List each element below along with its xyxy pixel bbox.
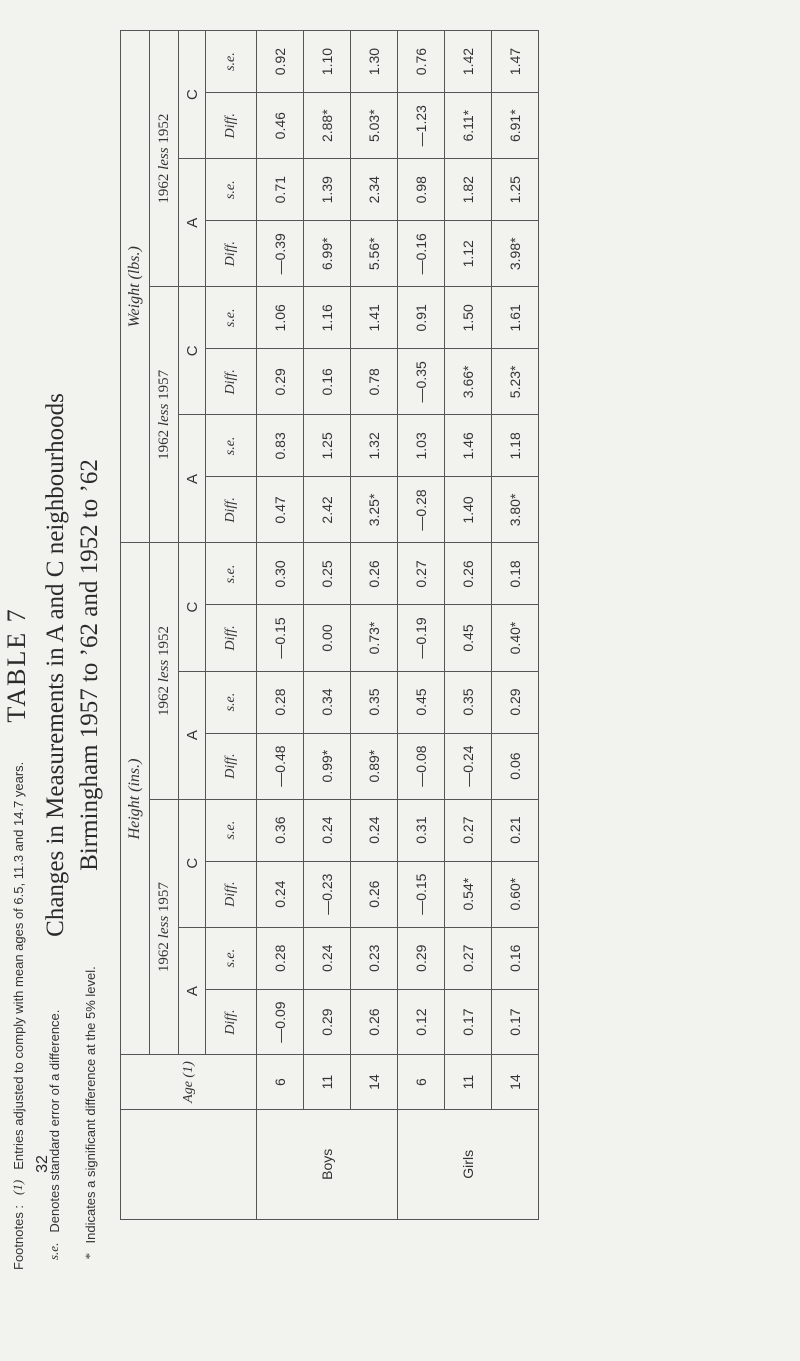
table-row	[304, 31, 351, 1220]
diff-value: 0.06	[492, 733, 539, 799]
diff-value: 2.42	[304, 477, 351, 543]
age-value: 14	[492, 1055, 539, 1109]
se-value: 0.16	[492, 927, 539, 989]
table-body	[257, 31, 539, 1220]
neighbourhood-header: A	[179, 159, 206, 287]
se-value: 0.98	[398, 159, 445, 221]
table-title-line-2: Birmingham 1957 to ’62 and 1952 to ’62	[76, 459, 103, 871]
se-value: 0.30	[257, 543, 304, 605]
period-less: less	[155, 915, 172, 939]
diff-value: 3.98*	[492, 221, 539, 287]
diff-header: Diff.	[206, 221, 257, 287]
age-value: 6	[398, 1055, 445, 1109]
se-value: 1.10	[304, 31, 351, 93]
neighbourhood-header: A	[179, 415, 206, 543]
se-value: 0.36	[257, 799, 304, 861]
diff-value: 1.12	[445, 221, 492, 287]
se-value: 0.76	[398, 31, 445, 93]
se-value: 0.25	[304, 543, 351, 605]
se-value: 0.28	[257, 671, 304, 733]
diff-value: 6.11*	[445, 93, 492, 159]
footnote-symbol: (1)	[10, 1179, 25, 1195]
diff-value: —1.23	[398, 93, 445, 159]
diff-value: 0.78	[351, 349, 398, 415]
diff-header: Diff.	[206, 989, 257, 1055]
diff-header: Diff.	[206, 349, 257, 415]
diff-value: —0.35	[398, 349, 445, 415]
period-base: 1952	[155, 626, 172, 657]
group-label: Girls	[398, 1109, 539, 1219]
se-value: 0.92	[257, 31, 304, 93]
se-value: 0.26	[445, 543, 492, 605]
footnote-text: Indicates a significant difference at the 5% level.	[82, 966, 98, 1244]
se-value: 1.50	[445, 287, 492, 349]
se-value: 1.03	[398, 415, 445, 477]
diff-value: 0.99*	[304, 733, 351, 799]
se-value: 1.47	[492, 31, 539, 93]
diff-value: 0.54*	[445, 861, 492, 927]
period-base: 1957	[155, 369, 172, 400]
table-title-line-1: Changes in Measurements in A and C neighbourhoods	[42, 393, 69, 937]
diff-value: 0.73*	[351, 605, 398, 671]
period-less: less	[155, 147, 172, 170]
footnote-symbol: s.e.	[46, 1242, 61, 1260]
se-value: 1.30	[351, 31, 398, 93]
se-value: 1.06	[257, 287, 304, 349]
period-base: 1952	[155, 113, 172, 144]
footnote-row	[72, 966, 108, 1270]
diff-value: 1.40	[445, 477, 492, 543]
se-value: 0.35	[445, 671, 492, 733]
diff-value: 5.56*	[351, 221, 398, 287]
diff-value: 0.46	[257, 93, 304, 159]
se-header: s.e.	[206, 927, 257, 989]
diff-value: —0.24	[445, 733, 492, 799]
period-year: 1962	[155, 173, 172, 204]
neighbourhood-header: C	[179, 543, 206, 671]
se-value: 0.31	[398, 799, 445, 861]
period-header	[150, 31, 179, 287]
diff-value: —0.28	[398, 477, 445, 543]
age-header: Age (1)	[121, 1055, 257, 1109]
diff-value: 0.60*	[492, 861, 539, 927]
footnote-text: Denotes standard error of a difference.	[46, 1009, 62, 1233]
neighbourhood-header-row	[179, 31, 206, 1220]
diff-value: —0.15	[398, 861, 445, 927]
period-less: less	[155, 403, 172, 427]
period-header	[150, 799, 179, 1055]
diff-value: —0.15	[257, 605, 304, 671]
se-value: 1.41	[351, 287, 398, 349]
diff-value: —0.19	[398, 605, 445, 671]
se-value: 0.24	[304, 927, 351, 989]
se-header: s.e.	[206, 159, 257, 221]
se-value: 1.46	[445, 415, 492, 477]
se-header: s.e.	[206, 799, 257, 861]
period-less: less	[155, 659, 172, 683]
group-label: Boys	[257, 1109, 398, 1219]
diff-value: 0.89*	[351, 733, 398, 799]
se-value: 1.39	[304, 159, 351, 221]
diff-value: 3.25*	[351, 477, 398, 543]
se-value: 1.16	[304, 287, 351, 349]
diff-value: 0.17	[445, 989, 492, 1055]
period-header	[150, 287, 179, 543]
period-year: 1962	[155, 429, 172, 460]
diff-value: 0.24	[257, 861, 304, 927]
footnote-symbol: *	[82, 1253, 97, 1260]
se-header: s.e.	[206, 671, 257, 733]
diff-value: 6.91*	[492, 93, 539, 159]
se-value: 1.82	[445, 159, 492, 221]
se-header: s.e.	[206, 415, 257, 477]
diff-value: 0.29	[257, 349, 304, 415]
weight-group-header: Weight (lbs.)	[121, 31, 150, 543]
diff-value: 0.17	[492, 989, 539, 1055]
diff-value: 6.99*	[304, 221, 351, 287]
se-value: 1.18	[492, 415, 539, 477]
diff-value: 3.66*	[445, 349, 492, 415]
period-base: 1957	[155, 882, 172, 913]
table-row	[445, 31, 492, 1220]
diff-value: 0.16	[304, 349, 351, 415]
se-value: 0.29	[398, 927, 445, 989]
neighbourhood-header: C	[179, 799, 206, 927]
diff-value: 0.45	[445, 605, 492, 671]
period-header	[150, 543, 179, 799]
diff-value: —0.16	[398, 221, 445, 287]
se-value: 0.18	[492, 543, 539, 605]
se-value: 0.27	[398, 543, 445, 605]
diff-value: 0.47	[257, 477, 304, 543]
se-value: 0.29	[492, 671, 539, 733]
height-group-header: Height (ins.)	[121, 543, 150, 1055]
table-row	[257, 31, 304, 1220]
neighbourhood-header: A	[179, 671, 206, 799]
period-header-row	[150, 31, 179, 1220]
table-row	[492, 31, 539, 1220]
footnote-text: Entries adjusted to comply with mean ages of 6.5, 11.3 and 14.7 years.	[10, 761, 26, 1170]
se-value: 1.32	[351, 415, 398, 477]
column-header-row	[206, 31, 257, 1220]
se-value: 0.27	[445, 927, 492, 989]
se-header: s.e.	[206, 543, 257, 605]
se-value: 0.71	[257, 159, 304, 221]
diff-value: 5.03*	[351, 93, 398, 159]
diff-header: Diff.	[206, 861, 257, 927]
diff-value: —0.39	[257, 221, 304, 287]
age-value: 11	[304, 1055, 351, 1109]
diff-value: 0.26	[351, 989, 398, 1055]
page-number: 32	[34, 1155, 51, 1173]
measurements-table	[120, 30, 539, 1220]
se-value: 0.45	[398, 671, 445, 733]
diff-value: 2.88*	[304, 93, 351, 159]
table-row	[351, 31, 398, 1220]
diff-value: 0.00	[304, 605, 351, 671]
se-header: s.e.	[206, 287, 257, 349]
age-value: 6	[257, 1055, 304, 1109]
diff-value: 0.12	[398, 989, 445, 1055]
diff-value: —0.23	[304, 861, 351, 927]
se-value: 1.61	[492, 287, 539, 349]
se-value: 0.83	[257, 415, 304, 477]
se-value: 0.91	[398, 287, 445, 349]
se-value: 0.21	[492, 799, 539, 861]
period-year: 1962	[155, 942, 172, 973]
se-value: 0.28	[257, 927, 304, 989]
se-value: 1.42	[445, 31, 492, 93]
table-row	[398, 31, 445, 1220]
neighbourhood-header: A	[179, 927, 206, 1055]
diff-value: —0.09	[257, 989, 304, 1055]
diff-header: Diff.	[206, 93, 257, 159]
diff-value: —0.08	[398, 733, 445, 799]
neighbourhood-header: C	[179, 287, 206, 415]
footnote-row	[0, 761, 36, 1270]
diff-value: 0.40*	[492, 605, 539, 671]
diff-header: Diff.	[206, 477, 257, 543]
footnote-row	[36, 1009, 72, 1270]
diff-value: 5.23*	[492, 349, 539, 415]
se-value: 0.34	[304, 671, 351, 733]
diff-header: Diff.	[206, 733, 257, 799]
se-header: s.e.	[206, 31, 257, 93]
diff-value: 3.80*	[492, 477, 539, 543]
footnote-lead: Footnotes :	[10, 1204, 26, 1270]
se-value: 1.25	[492, 159, 539, 221]
neighbourhood-header: C	[179, 31, 206, 159]
age-value: 14	[351, 1055, 398, 1109]
period-year: 1962	[155, 686, 172, 717]
se-value: 0.23	[351, 927, 398, 989]
se-value: 0.27	[445, 799, 492, 861]
se-value: 1.25	[304, 415, 351, 477]
se-value: 0.24	[351, 799, 398, 861]
diff-value: —0.48	[257, 733, 304, 799]
se-value: 2.34	[351, 159, 398, 221]
diff-value: 0.29	[304, 989, 351, 1055]
diff-value: 0.26	[351, 861, 398, 927]
table-label: TABLE 7	[2, 607, 31, 723]
age-value: 11	[445, 1055, 492, 1109]
se-value: 0.24	[304, 799, 351, 861]
diff-header: Diff.	[206, 605, 257, 671]
se-value: 0.26	[351, 543, 398, 605]
se-value: 0.35	[351, 671, 398, 733]
